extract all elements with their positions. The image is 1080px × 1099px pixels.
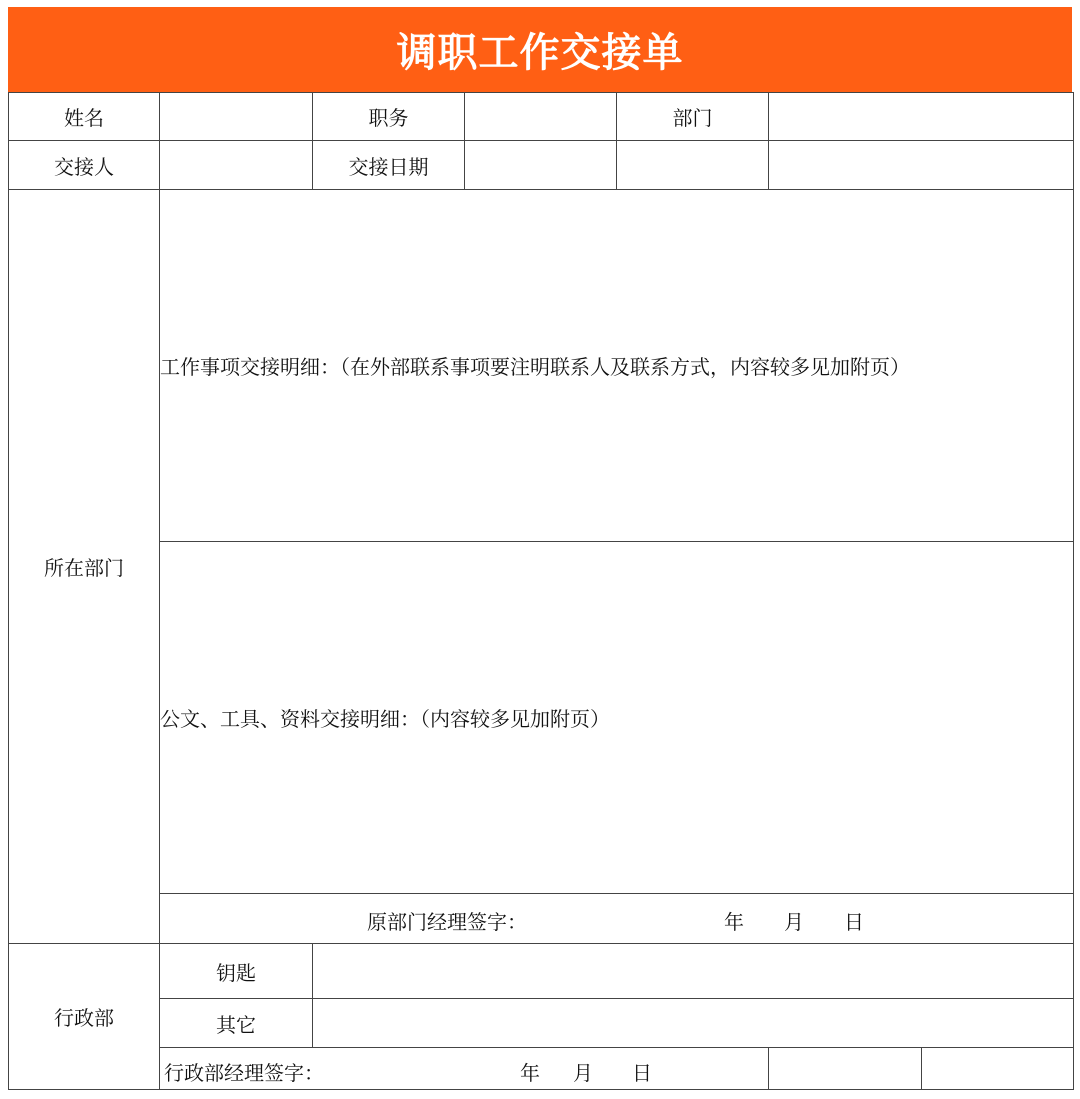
admin-department-label: 行政部 <box>9 944 160 1090</box>
handover-date-label: 交接日期 <box>313 141 465 190</box>
department-label: 部门 <box>617 93 769 141</box>
admin-manager-sign-field[interactable] <box>160 1048 769 1090</box>
admin-sign-month: 月 <box>573 1061 593 1085</box>
row-dept-manager-sign <box>9 894 1074 944</box>
name-field[interactable] <box>160 93 313 141</box>
row-admin-manager-sign <box>9 1048 1074 1090</box>
keys-label: 钥匙 <box>160 944 313 999</box>
work-details-label: 工作事项交接明细：（在外部联系事项要注明联系人及联系方式，内容较多见加附页） <box>160 355 910 379</box>
row-handover-info <box>9 141 1074 190</box>
dept-manager-sign-label: 原部门经理签字： <box>367 910 527 934</box>
handover-extra-field[interactable] <box>617 141 769 190</box>
handover-date-field[interactable] <box>465 141 617 190</box>
other-label: 其它 <box>160 999 313 1048</box>
handover-person-label: 交接人 <box>9 141 160 190</box>
row-keys <box>9 944 1074 999</box>
admin-sign-year: 年 <box>520 1061 540 1085</box>
dept-sign-year: 年 <box>724 910 744 934</box>
docs-details-field[interactable] <box>160 542 1074 894</box>
position-field[interactable] <box>465 93 617 141</box>
dept-sign-month: 月 <box>784 910 804 934</box>
row-docs-details <box>9 542 1074 894</box>
keys-field[interactable] <box>313 944 1074 999</box>
row-work-details <box>9 190 1074 542</box>
row-other <box>9 999 1074 1048</box>
handover-form-table <box>8 92 1074 1090</box>
current-department-label: 所在部门 <box>9 190 160 944</box>
row-basic-info <box>9 93 1074 141</box>
dept-sign-day: 日 <box>844 910 864 934</box>
handover-person-field[interactable] <box>160 141 313 190</box>
work-details-field[interactable] <box>160 190 1074 542</box>
dept-manager-sign-field[interactable] <box>160 894 1074 944</box>
admin-extra-field-2[interactable] <box>922 1048 1074 1090</box>
form-title: 调职工作交接单 <box>8 7 1072 92</box>
other-field[interactable] <box>313 999 1074 1048</box>
docs-details-label: 公文、工具、资料交接明细：（内容较多见加附页） <box>160 707 610 731</box>
admin-sign-day: 日 <box>632 1061 652 1085</box>
position-label: 职务 <box>313 93 465 141</box>
admin-manager-sign-label: 行政部经理签字： <box>164 1061 324 1085</box>
department-field[interactable] <box>769 93 1074 141</box>
admin-extra-field-1[interactable] <box>769 1048 922 1090</box>
handover-extra-field-2[interactable] <box>769 141 1074 190</box>
name-label: 姓名 <box>9 93 160 141</box>
